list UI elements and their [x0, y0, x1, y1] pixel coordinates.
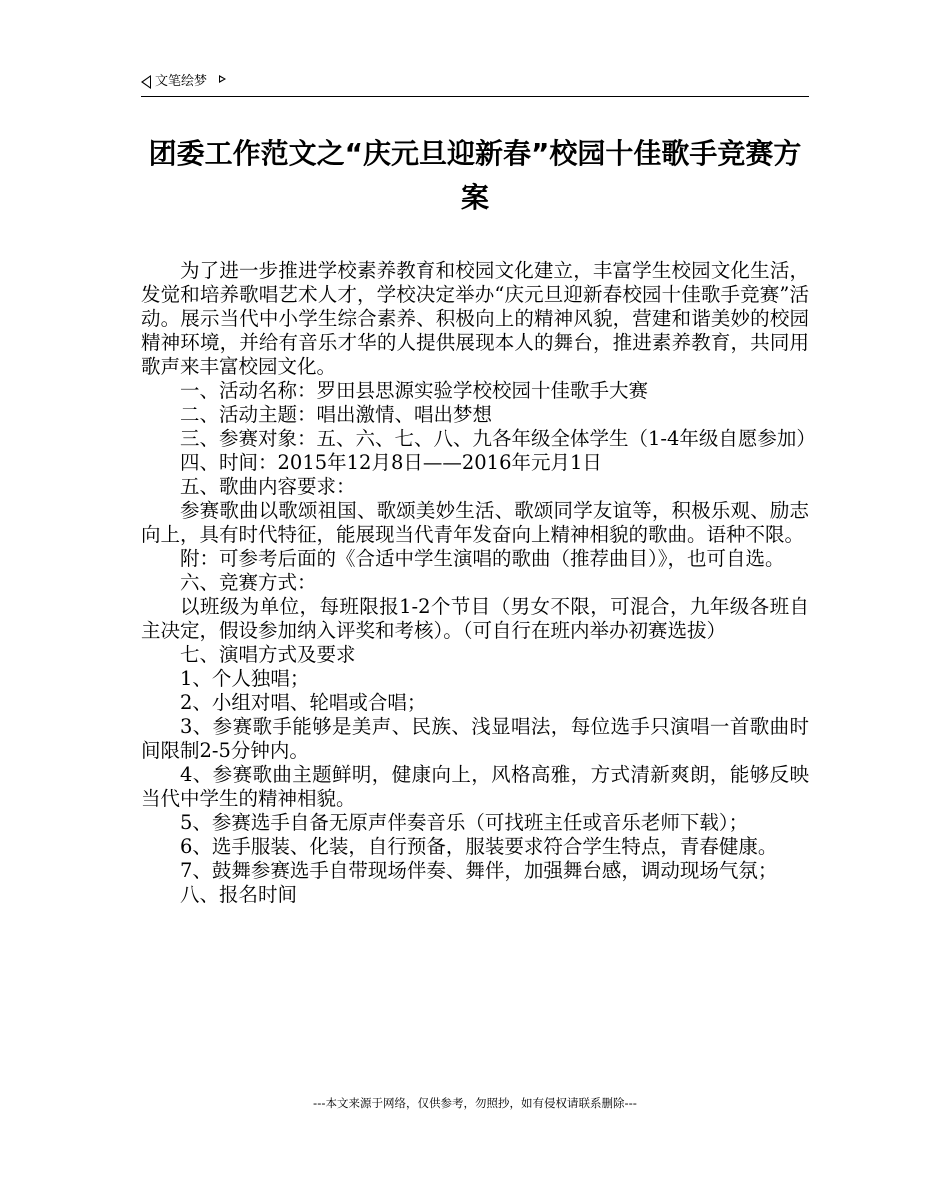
paragraph: 一、活动名称：罗田县思源实验学校校园十佳歌手大赛 [180, 379, 649, 402]
triangle-right-icon [219, 75, 226, 83]
paragraph: 4、参赛歌曲主题鲜明，健康向上，风格高雅，方式清新爽朗，能够反映当代中学生的精神相貌。 [141, 763, 809, 810]
paragraph: 1、个人独唱； [180, 667, 310, 690]
paragraph: 七、演唱方式及要求 [180, 643, 356, 666]
paragraph: 为了进一步推进学校素养教育和校园文化建立，丰富学生校园文化生活，发觉和培养歌唱艺术人才，学校决定举办“庆元旦迎新春校园十佳歌手竞赛”活动。展示当代中小学生综合素养、积极向上的精神风貌，营建和谐美妙的校园精神环境，并给有音乐才华的人提供展现本人的舞台，推进素养教育，共同用歌声来丰富校园文化。 [141, 259, 809, 378]
paragraph: 六、竞赛方式： [180, 571, 317, 594]
header-brand-text: 文笔绘梦 [155, 74, 208, 89]
document-title: 团委工作范文之“庆元旦迎新春”校园十佳歌手竞赛方案 [148, 137, 802, 214]
header-brand-group [141, 74, 226, 90]
paragraph: 3、参赛歌手能够是美声、民族、浅显唱法，每位选手只演唱一首歌曲时间限制2-5分钟内。 [141, 715, 809, 762]
paragraph: 6、选手服装、化装，自行预备，服装要求符合学生特点，青春健康。 [180, 835, 778, 858]
page-header [141, 70, 809, 97]
paragraph: 5、参赛选手自备无原声伴奏音乐（可找班主任或音乐老师下载）； [180, 811, 749, 834]
triangle-left-icon [141, 75, 151, 89]
paragraph: 2、小组对唱、轮唱或合唱； [180, 691, 427, 714]
paragraph: 三、参赛对象：五、六、七、八、九各年级全体学生（1-4年级自愿参加） [180, 427, 816, 450]
document-body [141, 259, 816, 907]
paragraph: 八、报名时间 [180, 883, 298, 906]
paragraph: 7、鼓舞参赛选手自带现场伴奏、舞伴，加强舞台感，调动现场气氛； [180, 859, 778, 882]
page-footer-note: ---本文来源于网络，仅供参考，勿照抄，如有侵权请联系删除--- [313, 1096, 637, 1110]
paragraph: 四、时间：2015年12月8日——2016年元月1日 [180, 451, 602, 474]
paragraph: 二、活动主题：唱出激情、唱出梦想 [180, 403, 493, 426]
paragraph: 参赛歌曲以歌颂祖国、歌颂美妙生活、歌颂同学友谊等，积极乐观、励志向上，具有时代特征，能展现当代青年发奋向上精神相貌的歌曲。语种不限。 [141, 499, 809, 546]
paragraph: 以班级为单位，每班限报1-2个节目（男女不限，可混合，九年级各班自主决定，假设参加纳入评奖和考核）。（可自行在班内举办初赛选拔） [141, 595, 809, 642]
paragraph: 附：可参考后面的《合适中学生演唱的歌曲（推荐曲目）》，也可自选。 [180, 547, 785, 570]
paragraph: 五、歌曲内容要求： [180, 475, 356, 498]
